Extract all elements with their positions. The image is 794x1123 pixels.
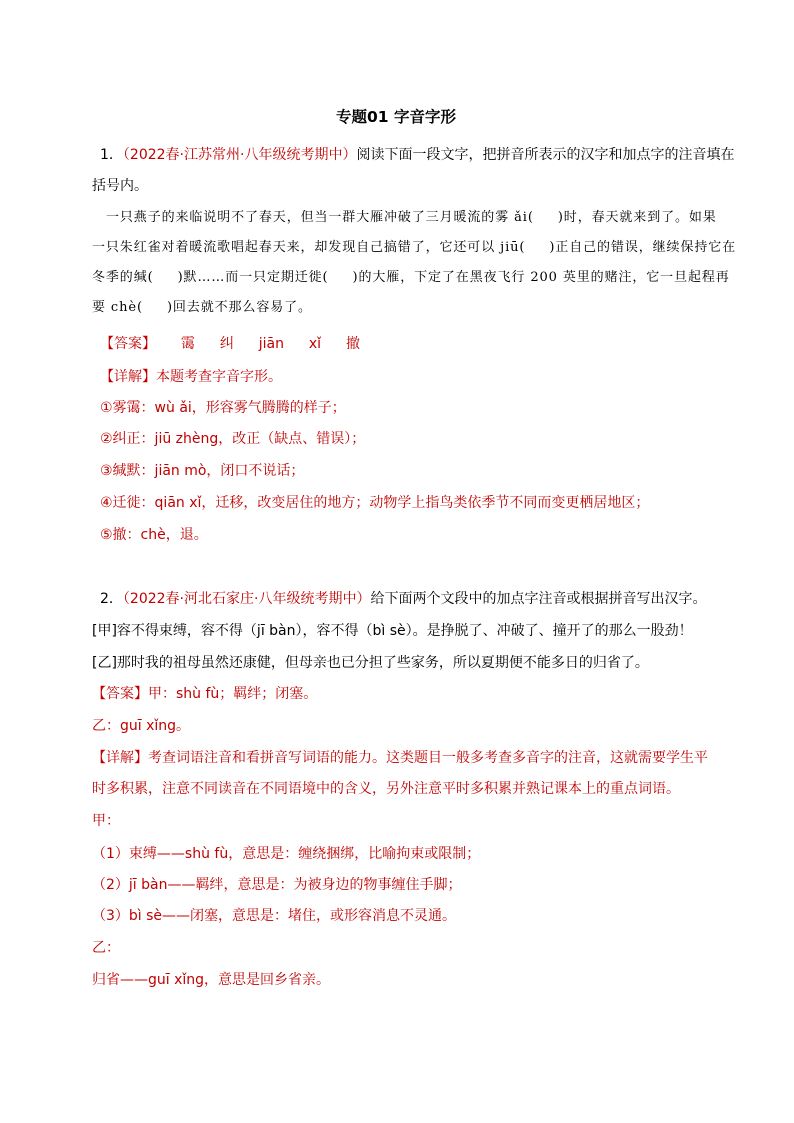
answer-item: 纠 — [219, 336, 234, 352]
q1-detail-item: ③缄默：jiān mò，闭口不说话； — [100, 463, 305, 479]
answer-item: 撤 — [345, 336, 360, 352]
q2-jia-label: 甲： — [92, 813, 120, 829]
page-title: 专题01 字音字形 — [336, 108, 456, 126]
q2-jia-item: （2）jī bàn——羁绊，意思是：为被身边的物事缠住手脚； — [92, 877, 462, 893]
q2-source: （2022春·河北石家庄·八年级统考期中） — [122, 591, 371, 607]
q1-detail-item: ⑤撤：chè，退。 — [100, 527, 208, 543]
q1-prompt-line1 — [100, 145, 734, 165]
q2-jia-item: （3）bì sè——闭塞，意思是：堵住，或形容消息不灵通。 — [92, 908, 457, 924]
q1-detail-item: ④迁徙：qiān xǐ，迁移，改变居住的地方；动物学上指鸟类依季节不同而变更栖居地区； — [100, 495, 650, 511]
q1-number: 1． — [100, 147, 123, 163]
q1-passage-line3: 冬季的缄( )默……而一只定期迁徙( )的大雁，下定了在黑夜飞行 200 英里的赌注，它一旦起程再 — [92, 270, 730, 285]
q1-instruction-a: 阅读下面一段文字，把拼音所表示的汉字和加点字的注音填在 — [356, 147, 735, 163]
q1-source: （2022春·江苏常州·八年级统考期中） — [122, 147, 357, 163]
q1-detail-item: ①雾霭：wù ǎi，形容雾气腾腾的样子； — [100, 400, 346, 416]
q1-detail: 【详解】本题考查字音字形。 — [100, 369, 282, 385]
q2-yi-label: 乙： — [92, 940, 120, 956]
detail-label: 【详解】 — [92, 750, 148, 766]
q2-detail-line2: 时多积累，注意不同读音在不同语境中的含义，另外注意平时多积累并熟记课本上的重点词语。 — [92, 781, 680, 797]
q2-jia-item: （1）束缚——shù fù，意思是：缠绕捆绑，比喻拘束或限制； — [92, 846, 481, 862]
q2-detail-line1: 【详解】考查词语注音和看拼音写词语的能力。这类题目一般多考查多音字的注音，这就需要学生平 — [92, 750, 708, 766]
answer-item: jiān — [258, 336, 284, 352]
q1-prompt-line2: 括号内。 — [92, 178, 148, 194]
q2-passage-yi: [乙]那时我的祖母虽然还康健，但母亲也已分担了些家务，所以夏期便不能多日的归省了。 — [92, 655, 649, 671]
detail-label: 【详解】 — [100, 369, 156, 385]
q2-passage-jia: [甲]容不得束缚，容不得（jī bàn），容不得（bì sè）。是挣脱了、冲破了、撞开了的那么一股劲！ — [92, 623, 693, 639]
answer-label: 【答案】 — [100, 336, 156, 352]
q2-answer-yi: 乙：guī xǐng。 — [92, 718, 191, 734]
q1-answer — [100, 334, 360, 354]
q1-detail-item: ②纠正：jiū zhèng，改正（缺点、错误）； — [100, 431, 366, 447]
q2-yi-item: 归省——guī xǐng，意思是回乡省亲。 — [92, 972, 331, 988]
answer-item: 霭 — [180, 336, 195, 352]
q1-passage-line4: 要 chè( )回去就不那么容易了。 — [92, 300, 312, 315]
answer-item: xǐ — [308, 336, 322, 352]
q2-instruction: 给下面两个文段中的加点字注音或根据拼音写出汉字。 — [370, 591, 707, 607]
q2-answer: 【答案】甲：shù fù；羁绊；闭塞。 — [92, 686, 318, 702]
q2-prompt — [100, 589, 706, 609]
q2-number: 2． — [100, 591, 123, 607]
q1-passage-line2: 一只朱红雀对着暖流歌唱起春天来，却发现自己搞错了，它还可以 jiū( )正自己的错误，继续保持它在 — [92, 240, 737, 255]
answer-label: 【答案】 — [92, 686, 148, 702]
q1-passage-line1: 一只燕子的来临说明不了春天，但当一群大雁冲破了三月暖流的雾 ǎi( )时，春天就来到了。如果 — [106, 210, 717, 225]
